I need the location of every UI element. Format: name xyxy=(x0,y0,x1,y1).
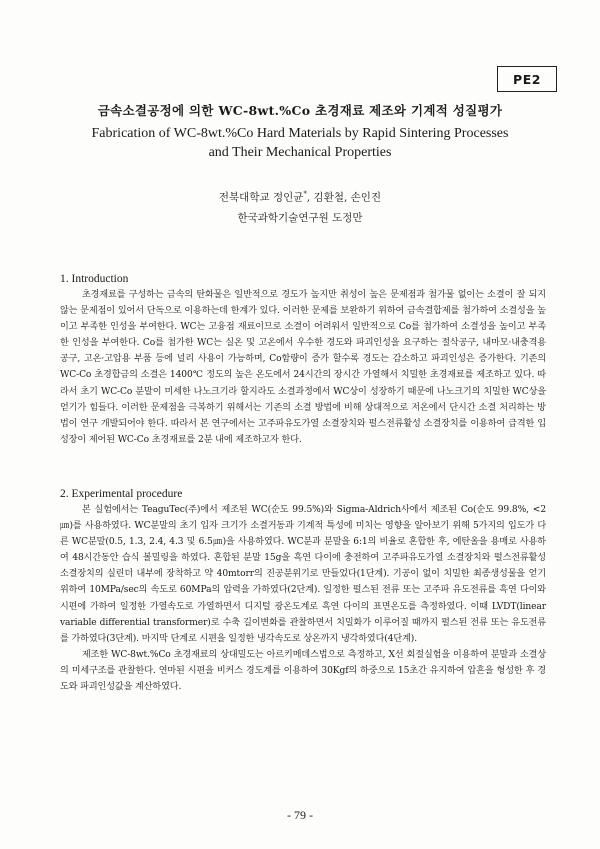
author-line-1 xyxy=(40,184,560,208)
title-block xyxy=(40,101,560,162)
author-names-lead: 전북대학교 정인균 xyxy=(218,191,304,204)
introduction-section xyxy=(60,271,546,448)
paper-code-badge: PE2 xyxy=(497,66,557,92)
author-names-rest: , 김환철, 손인진 xyxy=(306,191,382,204)
english-title-line-1: Fabrication of WC-8wt.%Co Hard Materials by Rapid Sintering Processes xyxy=(91,126,509,141)
page-number: - 79 - xyxy=(287,808,313,822)
introduction-heading: 1. Introduction xyxy=(60,273,129,285)
korean-title: 금속소결공정에 의한 WC-8wt.%Co 초경재료 제조와 기계적 성질평가 xyxy=(97,103,503,118)
experimental-paragraph-2: 제조한 WC-8wt.%Co 초경재료의 상대밀도는 아르키메데스법으로 측정하고, X선 회절실험을 이용하여 분말과 소결상의 미세구조를 관찰한다. 연마된 시편을 비커스 경도계를 이용하여 30Kgf의 하중으로 15초간 유지하여 압흔을 형성한 후 경도와 파괴인성값을 계산하였다. xyxy=(60,649,546,693)
author-line-2: 한국과학기술연구원 도정만 xyxy=(237,211,363,224)
corresponding-mark: * xyxy=(303,190,307,198)
english-title-line-2: and Their Mechanical Properties xyxy=(208,145,392,160)
introduction-paragraph: 초경재료를 구성하는 금속의 탄화물은 일반적으로 경도가 높지만 취성이 높은 문제점과 첨가물 없이는 소결이 잘 되지 않는 문제점이 있어서 단독으로 이용하는데 한계가 있다. 이러한 문제를 보완하기 위하여 금속결합제를 첨가하여 소결성을 높이고 부족한 인성을 부여한다. WC는 고융점 재료이므로 소결이 어려워서 일반적으로 Co를 첨가하여 소결성을 높이고 부족한 인성을 부여한다. Co를 첨가한 WC는 실온 및 고온에서 우수한 경도와 파괴인성을 요구하는 절삭공구, 내마모·내충격용 공구, 고온·고압용 부품 등에 널리 사용이 가능하며, Co함량이 증가 할수록 경도는 감소하고 파괴인성은 증가한다. 기존의 WC-Co 초경합금의 소결은 1400℃ 정도의 높은 온도에서 24시간의 장시간 가열해서 치밀한 초경재료를 제조하고 있다. 따라서 초기 WC-Co 분말이 미세한 나노크기라 할지라도 소결과정에서 WC상이 성장하기 때문에 나노크기의 치밀한 WC상을 얻기가 힘들다. 이러한 문제점을 극복하기 위해서는 기존의 소결 방법에 비해 상대적으로 저온에서 단시간 소결 처리하는 방법이 연구 개발되어야 한다. 따라서 본 연구에서는 고주파유도가열 소결장치와 펄스전류활성 소결장치를 이용하여 급격한 입성장이 제어된 WC-Co 초경재료를 2분 내에 제조하고자 한다. xyxy=(60,290,546,445)
experimental-section xyxy=(60,486,546,695)
english-title xyxy=(40,124,560,162)
author-block xyxy=(40,184,560,228)
experimental-paragraph-1: 본 실험에서는 TeaguTec(주)에서 제조된 WC(순도 99.5%)와 Sigma-Aldrich사에서 제조된 Co(순도 99.8%, <2㎛)를 사용하였다. WC분말의 초기 입자 크기가 소결거동과 기계적 특성에 미치는 영향을 알아보기 위해 5가지의 입도가 다른 WC분말(0.5, 1.3, 2.4, 4.3 및 6.5㎛)을 사용하였다. WC분과 분말을 6:1의 비율로 혼합한 후, 에탄올을 용매로 사용하여 48시간동안 습식 볼밀링을 하였다. 혼합된 분말 15g을 흑연 다이에 충전하여 고주파유도가열 소결장치와 펄스전류활성 소결장치의 실린더 내부에 장착하고 약 40mtorr의 진공분위기로 만들었다(1단계). 기공이 없이 치밀한 최종생성물을 얻기 위하여 10MPa/sec의 속도로 60MPa의 압력을 가하였다(2단계). 일정한 펄스된 전류 또는 고주파 유도전류를 흑연 다이와 시편에 가하여 일정한 가열속도로 가열하면서 디지털 광온도계로 흑연 다이의 표면온도를 측정하였다. 이때 LVDT(linear variable differential transformer)로 수축 길이변화를 관찰하면서 치밀화가 이루어질 때까지 펄스된 전류 또는 유도전류를 가하였다(3단계). 마지막 단계로 시편을 일정한 냉각속도로 상온까지 냉각하였다(4단계). xyxy=(60,505,546,644)
experimental-heading: 2. Experimental procedure xyxy=(60,488,183,500)
